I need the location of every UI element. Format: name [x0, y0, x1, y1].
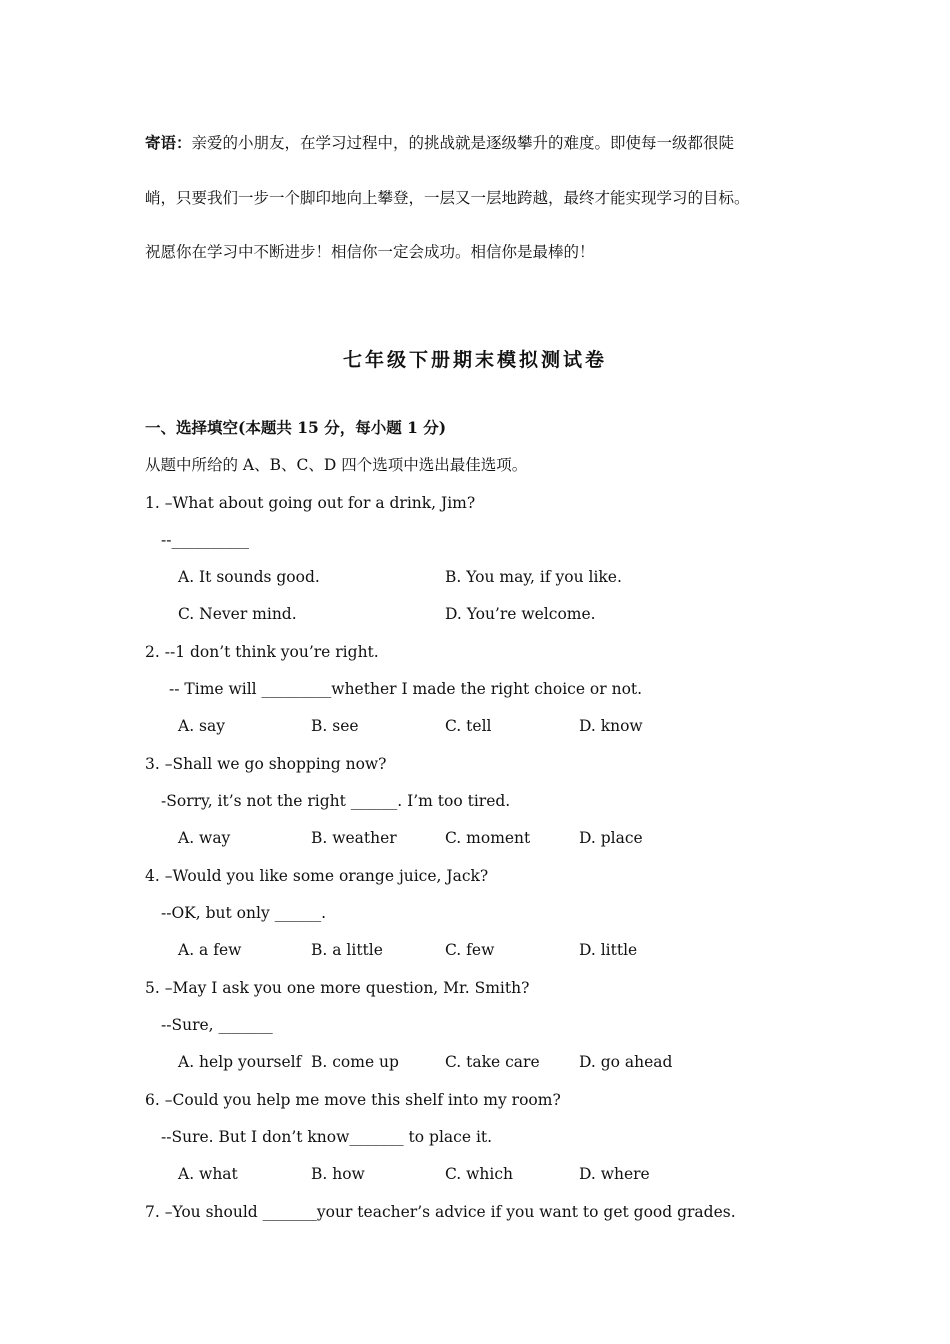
section-instruction: 从题中所给的 A、B、C、D 四个选项中选出最佳选项。	[145, 456, 528, 474]
option-d[interactable]: D. go ahead	[579, 1053, 673, 1071]
option-d[interactable]: D. little	[579, 941, 638, 959]
option-d[interactable]: D. where	[579, 1165, 650, 1183]
option-b[interactable]: B. come up	[311, 1053, 399, 1071]
option-b[interactable]: B. You may, if you like.	[445, 568, 622, 586]
question-reply: --Sure, _______	[161, 1016, 273, 1034]
question-stem: 1. –What about going out for a drink, Jim?	[145, 494, 476, 512]
option-a[interactable]: A. help yourself	[178, 1053, 302, 1071]
option-c[interactable]: C. which	[445, 1165, 514, 1183]
option-c[interactable]: C. moment	[445, 829, 531, 847]
question-stem: 7. –You should _______your teacher’s advice if you want to get good grades.	[145, 1203, 736, 1221]
option-d[interactable]: D. know	[579, 717, 643, 735]
intro-text-1: 亲爱的小朋友，在学习过程中，的挑战就是逐级攀升的难度。即使每一级都很陡	[191, 134, 735, 152]
question-reply: --__________	[161, 531, 249, 549]
question-stem: 2. --1 don’t think you’re right.	[145, 643, 379, 661]
intro-label: 寄语：	[145, 133, 192, 152]
option-a[interactable]: A. It sounds good.	[178, 568, 320, 586]
question-stem: 6. –Could you help me move this shelf into my room?	[145, 1091, 561, 1109]
option-a[interactable]: A. a few	[178, 941, 242, 959]
question-stem: 3. –Shall we go shopping now?	[145, 755, 387, 773]
question-stem: 4. –Would you like some orange juice, Jack?	[145, 867, 489, 885]
option-c[interactable]: C. take care	[445, 1053, 540, 1071]
option-b[interactable]: B. weather	[311, 829, 397, 847]
option-b[interactable]: B. see	[311, 717, 359, 735]
option-a[interactable]: A. say	[178, 717, 225, 735]
option-c[interactable]: C. Never mind.	[178, 605, 297, 623]
intro-line-1	[145, 133, 734, 153]
section-heading: 一、选择填空(本题共 15 分，每小题 1 分)	[145, 418, 447, 437]
option-c[interactable]: C. tell	[445, 717, 492, 735]
exam-title: 七年级下册期末模拟测试卷	[342, 349, 607, 371]
option-d[interactable]: D. place	[579, 829, 643, 847]
question-reply: -Sorry, it’s not the right ______. I’m too tired.	[161, 792, 511, 810]
option-b[interactable]: B. how	[311, 1165, 365, 1183]
question-reply: --OK, but only ______.	[161, 904, 327, 922]
option-b[interactable]: B. a little	[311, 941, 383, 959]
intro-line-2: 峭，只要我们一步一个脚印地向上攀登，一层又一层地跨越，最终才能实现学习的目标。	[145, 189, 750, 207]
question-reply: -- Time will _________whether I made the right choice or not.	[169, 680, 643, 698]
option-d[interactable]: D. You’re welcome.	[445, 605, 596, 623]
intro-line-3: 祝愿你在学习中不断进步！相信你一定会成功。相信你是最棒的！	[145, 243, 595, 261]
question-reply: --Sure. But I don’t know_______ to place it.	[161, 1128, 493, 1146]
option-a[interactable]: A. what	[178, 1165, 238, 1183]
question-stem: 5. –May I ask you one more question, Mr. Smith?	[145, 979, 530, 997]
option-c[interactable]: C. few	[445, 941, 495, 959]
option-a[interactable]: A. way	[178, 829, 231, 847]
